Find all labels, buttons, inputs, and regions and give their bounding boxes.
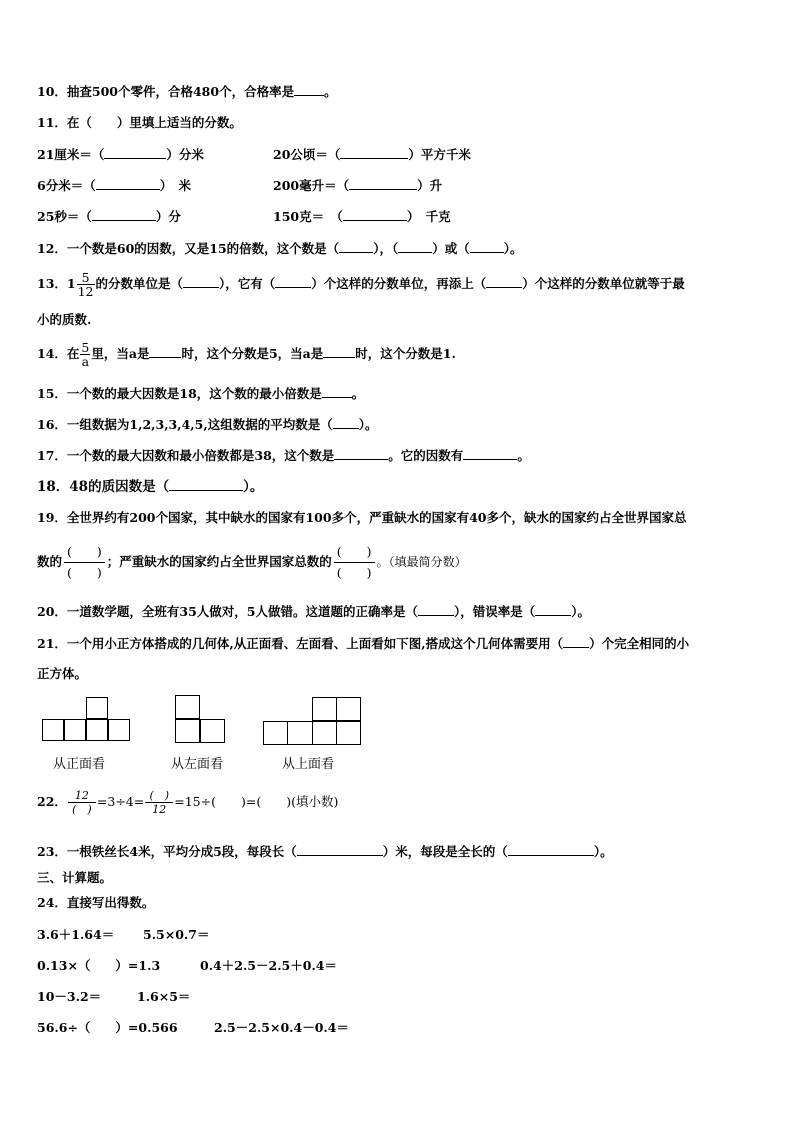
question-text: 时，这个分数是1. — [355, 346, 456, 361]
question-13-line-2: 小的质数. — [37, 312, 92, 327]
punct: ）或（ — [432, 241, 470, 256]
answer-blank[interactable] — [297, 843, 383, 856]
cube-square — [175, 719, 200, 743]
punct: ）。 — [243, 479, 264, 495]
unit-text: 21厘米＝（ — [37, 147, 105, 162]
answer-blank[interactable] — [275, 275, 311, 288]
question-text: 23．一根铁丝长4米，平均分成5段，每段长（ — [37, 844, 297, 859]
question-11-row-2-right — [273, 177, 442, 194]
cube-square — [42, 719, 64, 741]
cube-square — [312, 697, 337, 721]
calc-item: 10－3.2＝ — [37, 989, 102, 1004]
fraction-denominator: 12 — [152, 803, 167, 816]
question-text: 。它的因数有 — [388, 448, 464, 463]
question-text: 。（填最简分数） — [376, 555, 467, 569]
cube-square — [336, 697, 361, 721]
answer-blank[interactable] — [339, 240, 373, 253]
question-text: ），它有（ — [219, 276, 276, 291]
question-12 — [37, 240, 522, 257]
answer-blank[interactable] — [149, 345, 181, 358]
question-text: 20．一道数学题，全班有35人做对，5人做错。这道题的正确率是（ — [37, 604, 418, 619]
question-11-row-3 — [37, 208, 181, 225]
unit-text: ） 米 — [159, 178, 191, 193]
unit-text: 25秒＝（ — [37, 209, 92, 224]
question-22 — [37, 785, 338, 819]
answer-blank[interactable] — [343, 208, 407, 221]
unit-text: ）分米 — [166, 147, 204, 162]
fraction-numerator: 5 — [81, 340, 90, 355]
fraction-denominator: a — [81, 354, 90, 369]
top-view-caption: 从上面看 — [282, 757, 335, 772]
answer-blank[interactable] — [349, 177, 417, 190]
punct: ）。 — [358, 417, 378, 432]
question-text: 时，这个分数是5，当a是 — [181, 346, 324, 361]
calc-item: 5.5×0.7＝ — [143, 927, 210, 942]
cube-square — [200, 719, 225, 743]
cube-square — [263, 721, 288, 745]
fraction — [80, 341, 90, 368]
calc-item: 3.6＋1.64＝ — [37, 927, 115, 942]
punct: ）。 — [571, 604, 591, 619]
question-23 — [37, 843, 613, 860]
answer-blank[interactable] — [169, 478, 243, 491]
calc-item: 56.6÷（ ）=0.566 — [37, 1020, 178, 1035]
cube-square — [175, 695, 200, 719]
question-19-line-1: 19．全世界约有200个国家，其中缺水的国家有100多个，严重缺水的国家有40多个，缺水的国家约占全世界国家总 — [37, 510, 687, 525]
question-text: ）个这样的分数单位就等于最 — [522, 276, 685, 291]
fraction-blank[interactable] — [64, 543, 105, 582]
equation-text: =3÷4= — [96, 794, 145, 809]
question-text: 16．一组数据为1,2,3,3,4,5,这组数据的平均数是（ — [37, 417, 333, 432]
fraction-numerator[interactable]: ( ) — [145, 789, 173, 803]
fraction-numerator: 5 — [77, 271, 95, 285]
unit-text: ）分 — [155, 209, 181, 224]
fraction-blank[interactable] — [334, 543, 375, 582]
cube-square — [86, 719, 108, 741]
section-heading: 三、计算题。 — [37, 870, 113, 885]
question-text: 数的 — [37, 554, 63, 569]
cube-square — [336, 721, 361, 745]
calc-item: 1.6×5＝ — [137, 989, 191, 1004]
answer-blank[interactable] — [294, 83, 324, 96]
answer-blank[interactable] — [563, 635, 589, 648]
answer-blank[interactable] — [463, 447, 517, 460]
question-text: ；严重缺水的国家约占全世界国家总数的 — [106, 554, 332, 569]
question-text: ）米，每段是全长的（ — [382, 844, 508, 859]
answer-blank[interactable] — [486, 275, 522, 288]
answer-blank[interactable] — [92, 208, 156, 221]
question-11-row-3-right — [273, 208, 451, 225]
punct: ）。 — [503, 241, 523, 256]
question-11-row-1 — [37, 146, 204, 163]
punct: ），（ — [373, 241, 399, 256]
fraction — [77, 271, 95, 298]
question-text: 里，当a是 — [91, 346, 150, 361]
fraction-denominator[interactable]: ( ) — [72, 803, 92, 816]
fraction-numerator: ( ) — [334, 543, 375, 563]
equation-text: =15÷( )=( )(填小数) — [174, 794, 339, 809]
calc-item: 2.5－2.5×0.4－0.4＝ — [214, 1020, 349, 1035]
question-text: 10．抽查500个零件，合格480个，合格率是 — [37, 84, 295, 99]
question-24-title: 24．直接写出得数。 — [37, 895, 155, 910]
punct: 。 — [351, 386, 365, 401]
answer-blank[interactable] — [183, 275, 219, 288]
question-text: 12．一个数是60的因数，又是15的倍数，这个数是（ — [37, 241, 340, 256]
unit-text: ）升 — [417, 178, 443, 193]
answer-blank[interactable] — [323, 345, 355, 358]
question-17 — [37, 447, 530, 464]
answer-blank[interactable] — [334, 447, 388, 460]
unit-text: 20公顷＝（ — [273, 147, 341, 162]
calc-item: 0.4＋2.5－2.5＋0.4＝ — [200, 958, 337, 973]
answer-blank[interactable] — [508, 843, 594, 856]
question-text: 14．在 — [37, 346, 80, 361]
question-11-row-1-right — [273, 146, 471, 163]
question-21-line-1 — [37, 635, 689, 652]
fraction-denominator: 12 — [77, 284, 94, 299]
question-number: 22． — [37, 794, 67, 809]
answer-blank[interactable] — [418, 603, 454, 616]
fraction-denominator: ( ) — [336, 565, 372, 580]
fraction — [68, 789, 96, 816]
front-view-figure — [42, 697, 132, 743]
answer-blank[interactable] — [340, 146, 408, 159]
question-19-line-2 — [37, 540, 467, 584]
question-16 — [37, 416, 377, 433]
left-view-figure — [175, 695, 225, 743]
fraction-numerator: 12 — [68, 789, 96, 803]
front-view-caption: 从正面看 — [53, 757, 106, 772]
answer-blank[interactable] — [96, 177, 160, 190]
question-text: 15．一个数的最大因数是18，这个数的最小倍数是 — [37, 386, 322, 401]
cube-square — [64, 719, 86, 741]
answer-blank[interactable] — [470, 240, 504, 253]
answer-blank[interactable] — [398, 240, 432, 253]
question-13 — [37, 270, 685, 298]
cube-square — [86, 697, 108, 719]
question-18 — [37, 478, 263, 495]
punct: ）。 — [593, 844, 613, 859]
question-10 — [37, 83, 337, 100]
fraction — [145, 789, 173, 816]
answer-blank[interactable] — [333, 416, 359, 429]
unit-text: 200毫升＝（ — [273, 178, 350, 193]
left-view-caption: 从左面看 — [171, 757, 224, 772]
question-11-title: 11．在（ ）里填上适当的分数。 — [37, 115, 242, 130]
question-number: 13．1 — [37, 276, 76, 291]
unit-text: ） 千克 — [406, 209, 451, 224]
cube-square — [108, 719, 130, 741]
answer-blank[interactable] — [104, 146, 166, 159]
cube-square — [312, 721, 337, 745]
question-21-line-2: 正方体。 — [37, 666, 88, 681]
question-15 — [37, 385, 364, 402]
unit-text: 150克＝ （ — [273, 209, 343, 224]
question-text: ）个完全相同的小 — [589, 636, 690, 651]
question-text: 21．一个用小正方体搭成的几何体,从正面看、左面看、上面看如下图,搭成这个几何体需要用（ — [37, 636, 564, 651]
question-20 — [37, 603, 590, 620]
punct: 。 — [324, 84, 337, 99]
fraction-numerator: ( ) — [64, 543, 105, 563]
question-11-row-2 — [37, 177, 191, 194]
question-text: ）个这样的分数单位，再添上（ — [311, 276, 487, 291]
question-text: 的分数单位是（ — [95, 276, 184, 291]
unit-text: 6分米＝（ — [37, 178, 96, 193]
punct: 。 — [517, 448, 530, 463]
unit-text: ）平方千米 — [408, 147, 471, 162]
fraction-denominator: ( ) — [67, 565, 102, 580]
top-view-figure — [263, 697, 361, 745]
question-text: 17．一个数的最大因数和最小倍数都是38，这个数是 — [37, 448, 335, 463]
question-text: ），错误率是（ — [454, 604, 536, 619]
question-14 — [37, 340, 456, 368]
cube-square — [287, 721, 313, 745]
answer-blank[interactable] — [322, 385, 352, 398]
question-text: 18．48的质因数是（ — [37, 479, 170, 495]
answer-blank[interactable] — [535, 603, 571, 616]
calc-item: 0.13×（ ）=1.3 — [37, 958, 161, 973]
